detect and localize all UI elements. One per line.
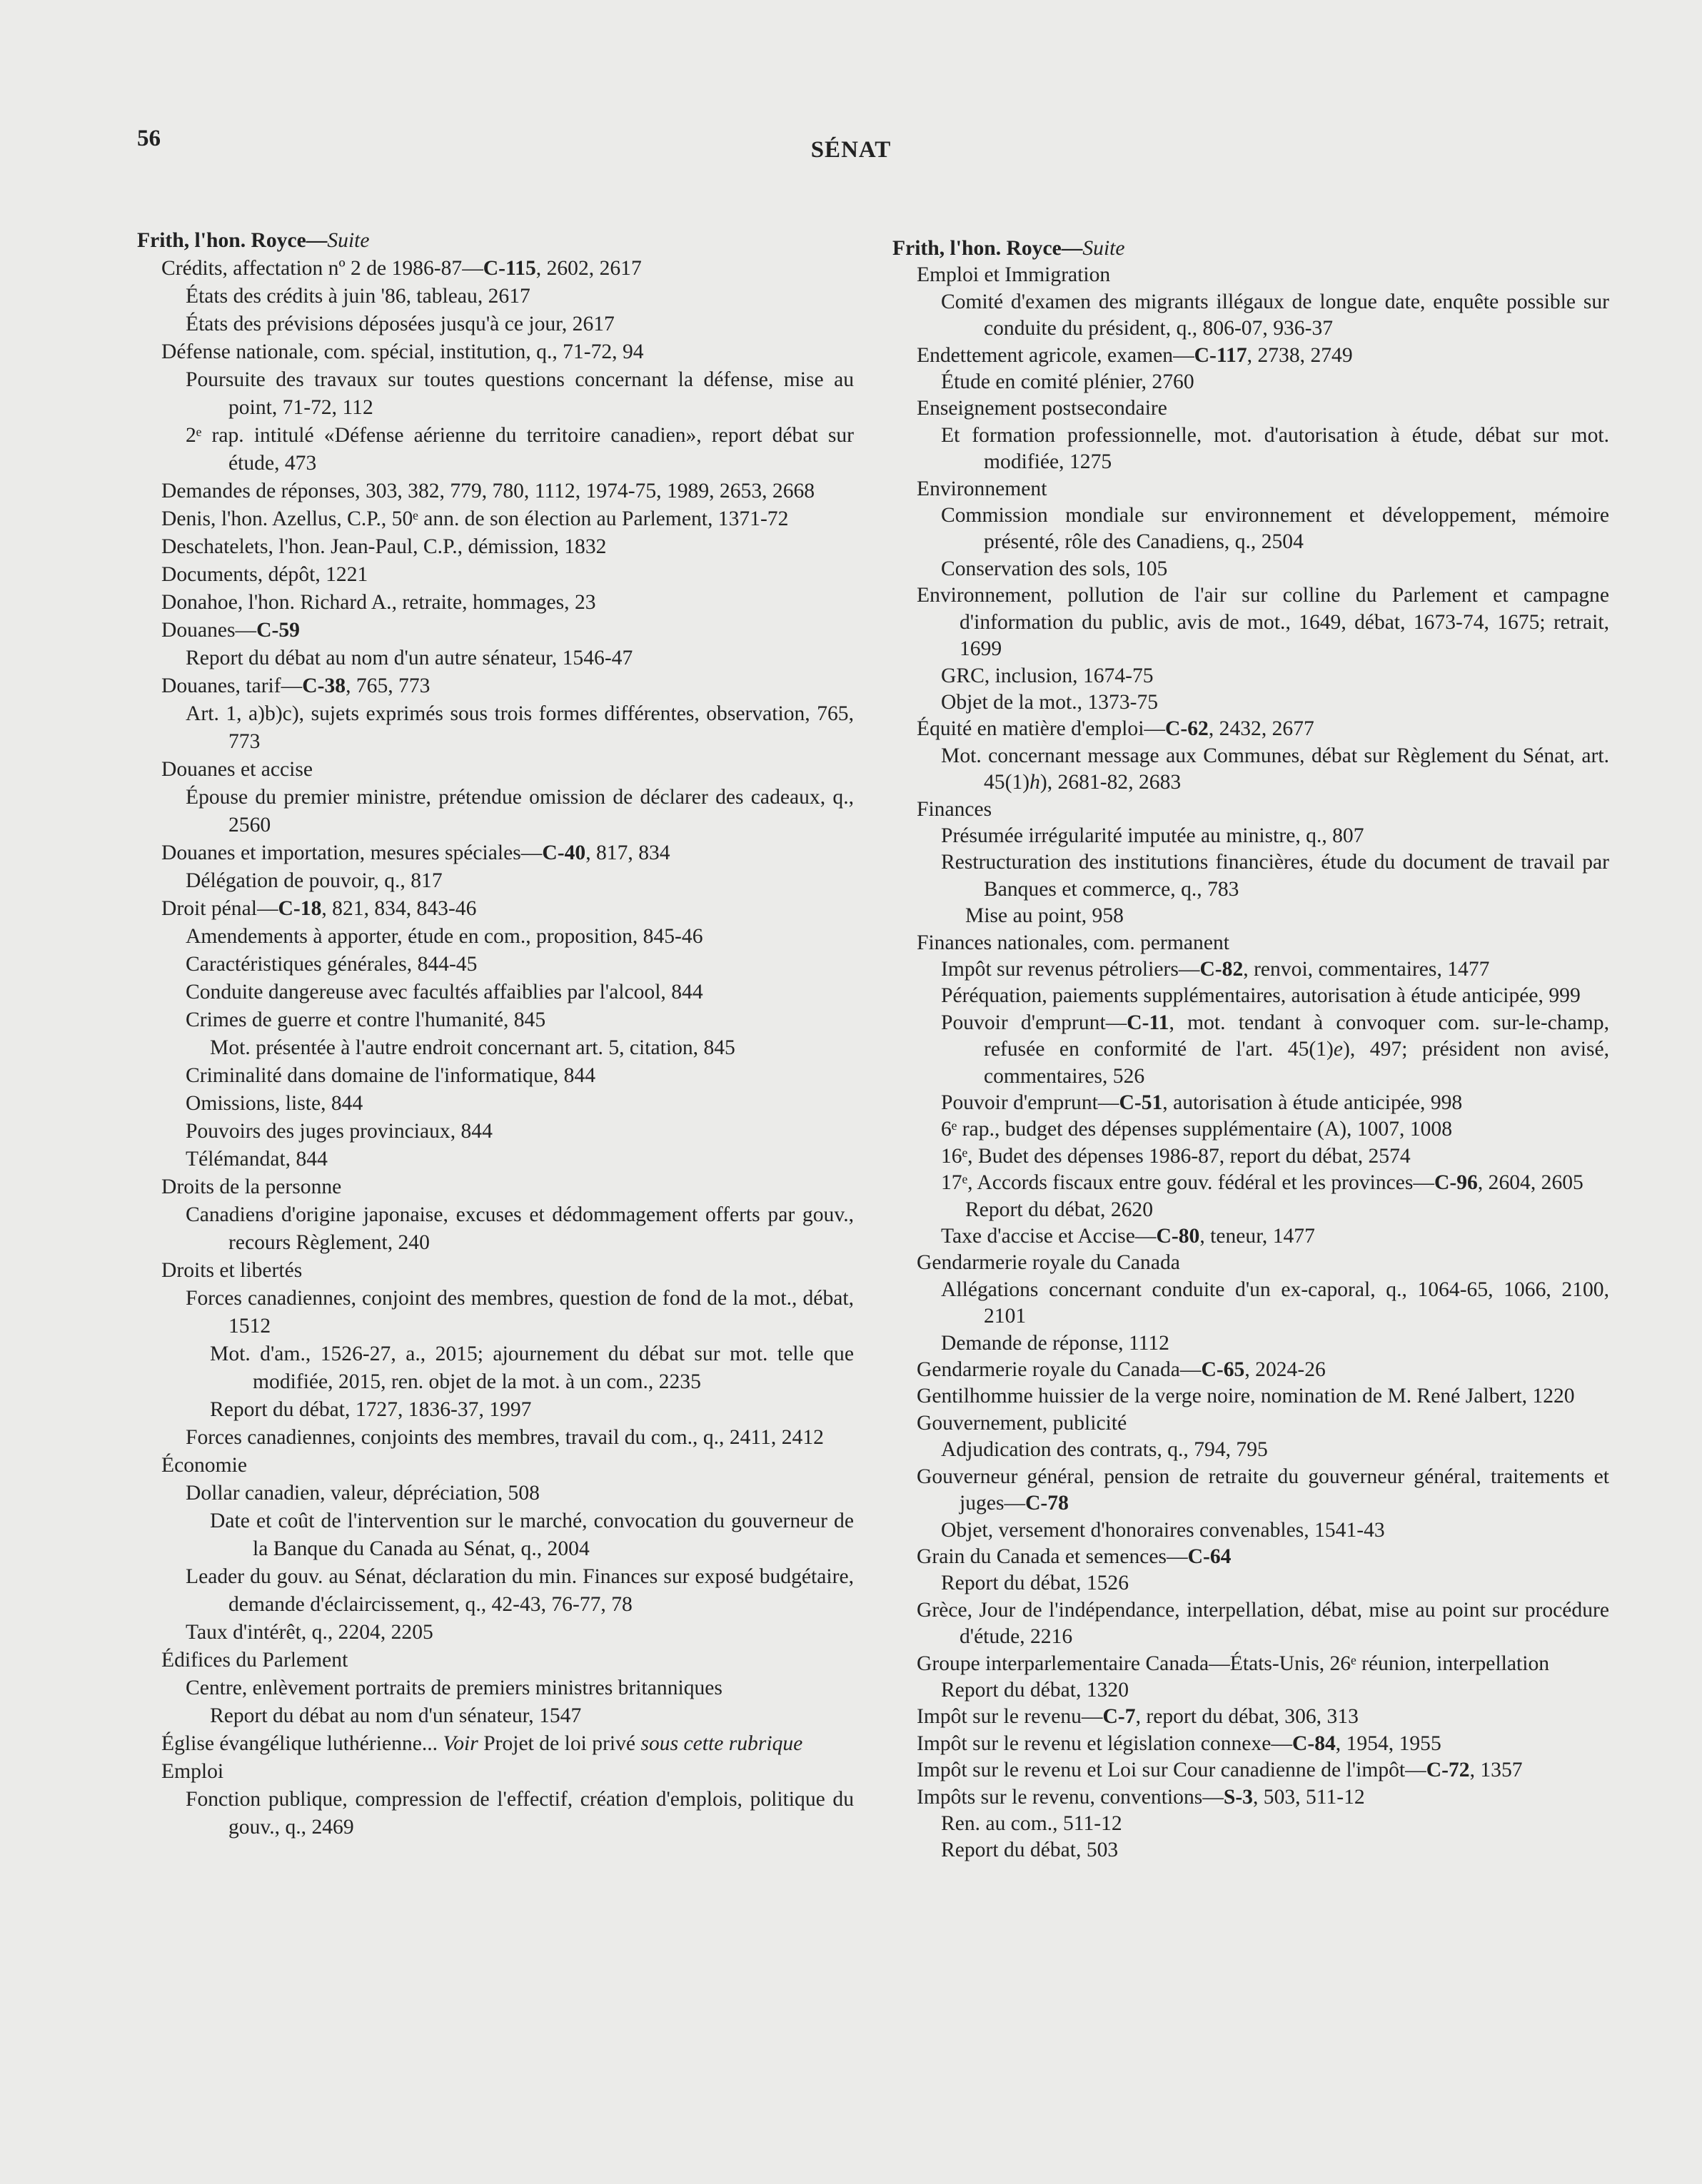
index-entry	[892, 1464, 1609, 1517]
index-entry-text: C-72	[1426, 1759, 1470, 1782]
index-entry-text: Restructuration des institutions financières, étude du document de travail par Banques et commerce, q., 783	[941, 851, 1609, 901]
index-entry	[892, 1170, 1609, 1196]
index-entry	[137, 617, 854, 644]
index-entry-text: Commission mondiale sur environnement et développement, mémoire présenté, rôle des Canadiens, q., 2504	[941, 504, 1609, 554]
index-entry-text: Report du débat, 503	[941, 1839, 1119, 1862]
index-entry-text: , 817, 834	[585, 841, 670, 864]
index-entry-text: , 2432, 2677	[1208, 717, 1314, 741]
index-entry	[892, 1197, 1609, 1223]
index-entry-text: , 2604, 2605	[1477, 1171, 1583, 1195]
index-entry-text: 2ᵉ rap. intitulé «Défense aérienne du territoire canadien», report débat sur étude, 473	[186, 424, 854, 475]
index-entry	[137, 756, 854, 784]
index-entry-text: C-78	[1025, 1492, 1069, 1515]
index-entry-text: , report du débat, 306, 313	[1135, 1705, 1359, 1729]
index-entry-text: C-65	[1201, 1358, 1245, 1382]
index-entry-text: Impôts sur le revenu, conventions—	[917, 1785, 1224, 1809]
index-entry	[892, 1357, 1609, 1383]
index-entry	[137, 951, 854, 979]
index-entry	[137, 1758, 854, 1786]
index-entry	[892, 1704, 1609, 1730]
index-entry	[137, 1674, 854, 1702]
index-entry	[137, 1647, 854, 1674]
index-entry-text: Ren. au com., 511-12	[941, 1811, 1122, 1835]
index-entry-text: , 821, 834, 843-46	[321, 897, 477, 920]
index-entry-text: e	[1333, 1038, 1344, 1061]
index-entry	[137, 422, 854, 477]
index-entry	[137, 979, 854, 1006]
index-entry-text: Canadiens d'origine japonaise, excuses et dédommagement offerts par gouv., recours Règlement, 240	[186, 1203, 854, 1254]
index-entry-text: Environnement, pollution de l'air sur colline du Parlement et campagne d'information du public, avis de mot., 1649, débat, 1673-74, 1675; retrait, 1699	[917, 584, 1609, 661]
index-entry-text: Denis, l'hon. Azellus, C.P., 50ᵉ ann. de son élection au Parlement, 1371-72	[161, 507, 789, 530]
index-entry-text: États des crédits à juin '86, tableau, 2617	[186, 285, 530, 308]
index-entry-text: Emploi	[161, 1760, 224, 1783]
index-entry	[892, 1837, 1609, 1864]
index-entry-text: Gouvernement, publicité	[917, 1411, 1127, 1435]
index-entry-text: ), 497; président non avisé, commentaires, 526	[984, 1038, 1609, 1088]
index-column-right	[892, 236, 1609, 1864]
index-entry-text: Objet, versement d'honoraires convenables, 1541-43	[941, 1518, 1385, 1542]
index-entry-text: Dollar canadien, valeur, dépréciation, 508	[186, 1482, 540, 1505]
index-entry	[137, 1090, 854, 1118]
index-entry-text: Pouvoir d'emprunt—	[941, 1011, 1127, 1034]
index-entry-text: Forces canadiennes, conjoints des membres, travail du com., q., 2411, 2412	[186, 1426, 824, 1449]
index-entry	[892, 1597, 1609, 1651]
index-entry-text: Environnement	[917, 477, 1047, 500]
index-entry	[892, 423, 1609, 476]
index-entry-text: Mot. d'am., 1526-27, a., 2015; ajournement du débat sur mot. telle que modifiée, 2015, ren. objet de la mot. à un com., 2235	[210, 1343, 854, 1393]
index-entry-text: Impôt sur le revenu et Loi sur Cour canadienne de l'impôt—	[917, 1759, 1426, 1782]
index-entry-text: Grèce, Jour de l'indépendance, interpellation, débat, mise au point sur procédure d'étude, 2216	[917, 1598, 1609, 1649]
index-entry-text: Enseignement postsecondaire	[917, 397, 1167, 420]
index-entry-text: Frith, l'hon. Royce—	[892, 237, 1083, 260]
index-entry	[892, 849, 1609, 903]
index-entry-text: Mot. présentée à l'autre endroit concernant art. 5, citation, 845	[210, 1036, 735, 1059]
index-entry	[892, 1410, 1609, 1437]
index-entry-text: Art. 1, a)b)c), sujets exprimés sous trois formes différentes, observation, 765, 773	[186, 702, 854, 753]
index-entry-text: Criminalité dans domaine de l'informatique, 844	[186, 1064, 596, 1087]
index-entry	[137, 1173, 854, 1201]
index-entry	[892, 903, 1609, 929]
index-entry-text: , autorisation à étude anticipée, 998	[1162, 1091, 1463, 1114]
index-entry-text: Report du débat, 1526	[941, 1572, 1129, 1595]
index-entry	[137, 1702, 854, 1730]
index-entry-text: Étude en comité plénier, 2760	[941, 370, 1194, 394]
index-entry-text: Douanes et importation, mesures spéciales—	[161, 841, 543, 864]
index-entry	[137, 1118, 854, 1146]
index-entry-text: Défense nationale, com. spécial, institution, q., 71-72, 94	[161, 340, 644, 363]
index-entry-text: Projet de loi privé	[478, 1732, 641, 1755]
index-entry-text: , 2738, 2749	[1247, 343, 1353, 367]
index-entry	[892, 476, 1609, 502]
index-entry	[892, 1143, 1609, 1170]
index-entry-text: C-51	[1119, 1091, 1163, 1114]
page-number: 56	[137, 126, 161, 151]
index-entry-text: Forces canadiennes, conjoint des membres, question de fond de la mot., débat, 1512	[186, 1287, 854, 1338]
index-entry-text: C-117	[1194, 343, 1247, 367]
index-entry-text: Droits et libertés	[161, 1259, 303, 1282]
index-entry-text: C-59	[256, 619, 300, 642]
index-entry	[137, 867, 854, 895]
index-entry-text: Frith, l'hon. Royce—	[137, 229, 328, 252]
index-entry	[137, 1480, 854, 1507]
index-entry-text: Comité d'examen des migrants illégaux de longue date, enquête possible sur conduite du président, q., 806-07, 936-37	[941, 290, 1609, 340]
index-entry-text: ), 2681-82, 2683	[1039, 771, 1182, 794]
index-entry-text: Finances	[917, 797, 992, 821]
index-entry	[892, 1090, 1609, 1116]
index-entry	[892, 797, 1609, 823]
index-entry	[137, 283, 854, 310]
index-entry-text: Pouvoirs des juges provinciaux, 844	[186, 1120, 493, 1143]
index-entry	[137, 533, 854, 561]
index-entry	[892, 1437, 1609, 1463]
index-entry-text: Amendements à apporter, étude en com., proposition, 845-46	[186, 925, 703, 948]
index-entry	[892, 343, 1609, 369]
index-entry-text: , 503, 511-12	[1252, 1785, 1365, 1809]
index-entry-text: sous cette rubrique	[640, 1732, 803, 1755]
index-entry	[137, 1786, 854, 1841]
index-entry	[137, 1146, 854, 1173]
index-entry-text: Mise au point, 958	[965, 904, 1124, 928]
index-entry-text: Demande de réponse, 1112	[941, 1331, 1169, 1355]
index-entry-text: Économie	[161, 1454, 247, 1477]
index-entry-text: C-38	[302, 674, 346, 697]
index-entry	[892, 1383, 1609, 1410]
index-entry-text: Gendarmerie royale du Canada	[917, 1251, 1180, 1275]
index-entry-text: Poursuite des travaux sur toutes questions concernant la défense, mise au point, 71-72, 112	[186, 368, 854, 419]
index-entry-text: Crimes de guerre et contre l'humanité, 845	[186, 1008, 546, 1031]
index-entry-text: , 2024-26	[1244, 1358, 1326, 1382]
index-entry-text: C-7	[1102, 1705, 1136, 1729]
index-entry	[137, 338, 854, 366]
index-entry-text: , renvoi, commentaires, 1477	[1243, 957, 1490, 981]
index-entry	[137, 1730, 854, 1758]
index-entry	[892, 743, 1609, 797]
index-entry-text: C-40	[542, 841, 586, 864]
index-entry-text: 17ᵉ, Accords fiscaux entre gouv. fédéral et les provinces—	[941, 1171, 1435, 1195]
index-entry-text: C-80	[1156, 1225, 1200, 1248]
index-entry-text: Douanes, tarif—	[161, 674, 303, 697]
index-column-left	[137, 227, 854, 1841]
index-entry	[892, 956, 1609, 983]
index-entry	[137, 1257, 854, 1285]
index-entry	[892, 1811, 1609, 1837]
index-entry-text: GRC, inclusion, 1674-75	[941, 664, 1154, 687]
index-entry	[892, 1250, 1609, 1276]
index-entry	[892, 1223, 1609, 1250]
index-entry	[892, 395, 1609, 422]
index-entry-text: Épouse du premier ministre, prétendue omission de déclarer des cadeaux, q., 2560	[186, 786, 854, 836]
index-entry-text: Conservation des sols, 105	[941, 557, 1168, 580]
index-entry-text: Omissions, liste, 844	[186, 1092, 363, 1115]
index-entry-text: Donahoe, l'hon. Richard A., retraite, hommages, 23	[161, 591, 596, 614]
index-entry	[137, 1507, 854, 1563]
index-entry-text: États des prévisions déposées jusqu'à ce jour, 2617	[186, 313, 615, 335]
index-entry	[137, 366, 854, 422]
index-entry-text: Report du débat, 1320	[941, 1678, 1129, 1702]
index-entry	[137, 1452, 854, 1480]
index-entry-text: C-115	[483, 257, 536, 280]
index-entry	[892, 289, 1609, 343]
index-entry	[892, 983, 1609, 1009]
index-entry-text: Mot. concernant message aux Communes, débat sur Règlement du Sénat, art. 45(1)	[941, 744, 1609, 794]
index-entry	[892, 1651, 1609, 1677]
index-entry-text: Impôt sur le revenu—	[917, 1705, 1103, 1729]
index-entry-text: Caractéristiques générales, 844-45	[186, 953, 478, 976]
index-entry-text: Leader du gouv. au Sénat, déclaration du min. Finances sur exposé budgétaire, demande d'éclaircissement, q., 42-43, 76-77, 78	[186, 1565, 854, 1616]
index-entry-text: Taux d'intérêt, q., 2204, 2205	[186, 1621, 433, 1644]
index-entry-text: C-82	[1199, 957, 1244, 981]
index-entry	[892, 1757, 1609, 1784]
index-entry-text: , 1954, 1955	[1335, 1731, 1441, 1755]
index-entry-text: Gentilhomme huissier de la verge noire, nomination de M. René Jalbert, 1220	[917, 1385, 1575, 1408]
index-entry	[892, 369, 1609, 395]
index-entry-text: Impôt sur le revenu et législation connexe—	[917, 1731, 1292, 1755]
index-entry	[137, 672, 854, 700]
index-entry-text: 6ᵉ rap., budget des dépenses supplémentaire (A), 1007, 1008	[941, 1118, 1453, 1141]
index-entry	[137, 923, 854, 951]
index-entry	[137, 839, 854, 867]
index-entry-text: Demandes de réponses, 303, 382, 779, 780, 1112, 1974-75, 1989, 2653, 2668	[161, 480, 815, 502]
index-entry	[892, 663, 1609, 689]
index-entry	[137, 1062, 854, 1090]
index-entry	[137, 477, 854, 505]
index-entry-text: Douanes—	[161, 619, 257, 642]
index-entry-text: Emploi et Immigration	[917, 263, 1111, 287]
index-entry-text: Report du débat au nom d'un sénateur, 1547	[210, 1704, 582, 1727]
index-entry-text: Centre, enlèvement portraits de premiers ministres britanniques	[186, 1677, 722, 1699]
index-entry	[137, 895, 854, 923]
index-entry-text: Report du débat, 1727, 1836-37, 1997	[210, 1398, 532, 1421]
page-title: SÉNAT	[810, 137, 892, 163]
index-entry-text: Présumée irrégularité imputée au ministre, q., 807	[941, 824, 1364, 847]
index-entry-text: Délégation de pouvoir, q., 817	[186, 869, 443, 892]
index-entry	[892, 823, 1609, 849]
index-entry	[137, 784, 854, 839]
index-entry	[892, 1277, 1609, 1330]
index-entry-text: Équité en matière d'emploi—	[917, 717, 1166, 741]
index-entry-text: 16ᵉ, Budet des dépenses 1986-87, report du débat, 2574	[941, 1144, 1411, 1168]
index-entry	[137, 505, 854, 533]
index-entry	[137, 1424, 854, 1452]
index-entry-text: , teneur, 1477	[1199, 1225, 1315, 1248]
index-entry	[892, 1330, 1609, 1357]
index-entry	[137, 1201, 854, 1257]
index-entry-text: Endettement agricole, examen—	[917, 343, 1194, 367]
index-entry-text: Report du débat, 2620	[965, 1198, 1154, 1221]
index-entry	[137, 310, 854, 338]
index-entry-text: Voir	[443, 1732, 478, 1755]
index-entry-text: Édifices du Parlement	[161, 1649, 348, 1672]
index-entry	[137, 1619, 854, 1647]
index-entry-text: C-64	[1187, 1545, 1232, 1568]
index-entry-text: Taxe d'accise et Accise—	[941, 1225, 1157, 1248]
index-entry-text: Objet de la mot., 1373-75	[941, 690, 1159, 714]
index-entry-text: , 765, 773	[346, 674, 430, 697]
index-entry	[137, 1285, 854, 1340]
index-entry	[892, 716, 1609, 742]
index-entry	[137, 255, 854, 283]
index-entry	[892, 1010, 1609, 1090]
index-entry-text: Report du débat au nom d'un autre sénateur, 1546-47	[186, 647, 633, 669]
index-entry	[892, 262, 1609, 288]
index-entry	[892, 1731, 1609, 1757]
index-entry-text: h	[1029, 771, 1040, 794]
index-entry-text: S-3	[1223, 1785, 1253, 1809]
index-entry-text: , 1357	[1469, 1759, 1523, 1782]
index-entry-text: C-18	[278, 897, 322, 920]
index-entry-text: Impôt sur revenus pétroliers—	[941, 957, 1200, 981]
index-entry	[892, 236, 1609, 262]
index-entry	[892, 1784, 1609, 1811]
index-entry	[892, 1517, 1609, 1544]
index-entry-text: Droit pénal—	[161, 897, 278, 920]
index-entry	[892, 1544, 1609, 1570]
index-entry	[137, 1034, 854, 1062]
index-entry	[137, 700, 854, 756]
index-entry-text: C-96	[1434, 1171, 1478, 1195]
index-entry-text: Grain du Canada et semences—	[917, 1545, 1188, 1568]
index-entry-text: Finances nationales, com. permanent	[917, 931, 1230, 954]
index-entry-text: Date et coût de l'intervention sur le marché, convocation du gouverneur de la Banque du Canada au Sénat, q., 2004	[210, 1510, 854, 1560]
index-entry	[892, 556, 1609, 582]
index-entry-text: , 2602, 2617	[535, 257, 642, 280]
index-entry-text: Documents, dépôt, 1221	[161, 563, 368, 586]
index-entry-text: Église évangélique luthérienne...	[161, 1732, 443, 1755]
index-entry-text: Conduite dangereuse avec facultés affaiblies par l'alcool, 844	[186, 981, 703, 1003]
index-entry-text: Groupe interparlementaire Canada—États-Unis, 26ᵉ réunion, interpellation	[917, 1652, 1550, 1675]
index-entry	[137, 644, 854, 672]
index-entry-text: C-11	[1127, 1011, 1169, 1034]
index-entry	[892, 1677, 1609, 1704]
index-entry	[137, 561, 854, 589]
index-entry-text: Adjudication des contrats, q., 794, 795	[941, 1438, 1268, 1462]
index-entry-text: Suite	[327, 229, 370, 252]
index-entry-text: Deschatelets, l'hon. Jean-Paul, C.P., démission, 1832	[161, 535, 607, 558]
index-entry-text: Fonction publique, compression de l'effectif, création d'emplois, politique du gouv., q., 2469	[186, 1788, 854, 1839]
index-entry	[892, 582, 1609, 662]
index-entry	[892, 1570, 1609, 1597]
index-entry	[137, 227, 854, 255]
index-entry-text: Et formation professionnelle, mot. d'autorisation à étude, débat sur mot. modifiée, 1275	[941, 423, 1609, 474]
index-entry-text: Pouvoir d'emprunt—	[941, 1091, 1119, 1114]
index-entry-text: Gouverneur général, pension de retraite du gouverneur général, traitements et juges—	[917, 1465, 1609, 1515]
index-entry-text: Allégations concernant conduite d'un ex-caporal, q., 1064-65, 1066, 2100, 2101	[941, 1278, 1609, 1328]
index-entry	[137, 1563, 854, 1619]
index-entry	[892, 930, 1609, 956]
index-entry	[892, 502, 1609, 556]
index-entry-text: C-84	[1291, 1731, 1336, 1755]
index-entry	[137, 1340, 854, 1396]
index-entry	[892, 689, 1609, 716]
index-entry	[137, 1006, 854, 1034]
index-entry-text: C-62	[1165, 717, 1209, 741]
index-entry	[892, 1116, 1609, 1143]
index-entry-text: Péréquation, paiements supplémentaires, autorisation à étude anticipée, 999	[941, 984, 1581, 1008]
index-entry-text: Télémandat, 844	[186, 1148, 328, 1171]
index-entry-text: Crédits, affectation nº 2 de 1986-87—	[161, 257, 483, 280]
index-entry-text: Douanes et accise	[161, 758, 313, 781]
index-entry-text: Gendarmerie royale du Canada—	[917, 1358, 1202, 1382]
index-entry-text: Suite	[1082, 237, 1125, 260]
index-entry	[137, 589, 854, 617]
index-entry-text: Droits de la personne	[161, 1176, 342, 1198]
index-entry	[137, 1396, 854, 1424]
index-entry-text: , mot. tendant à convoquer com. sur-le-champ, refusée en conformité de l'art. 45(1)	[984, 1011, 1609, 1061]
